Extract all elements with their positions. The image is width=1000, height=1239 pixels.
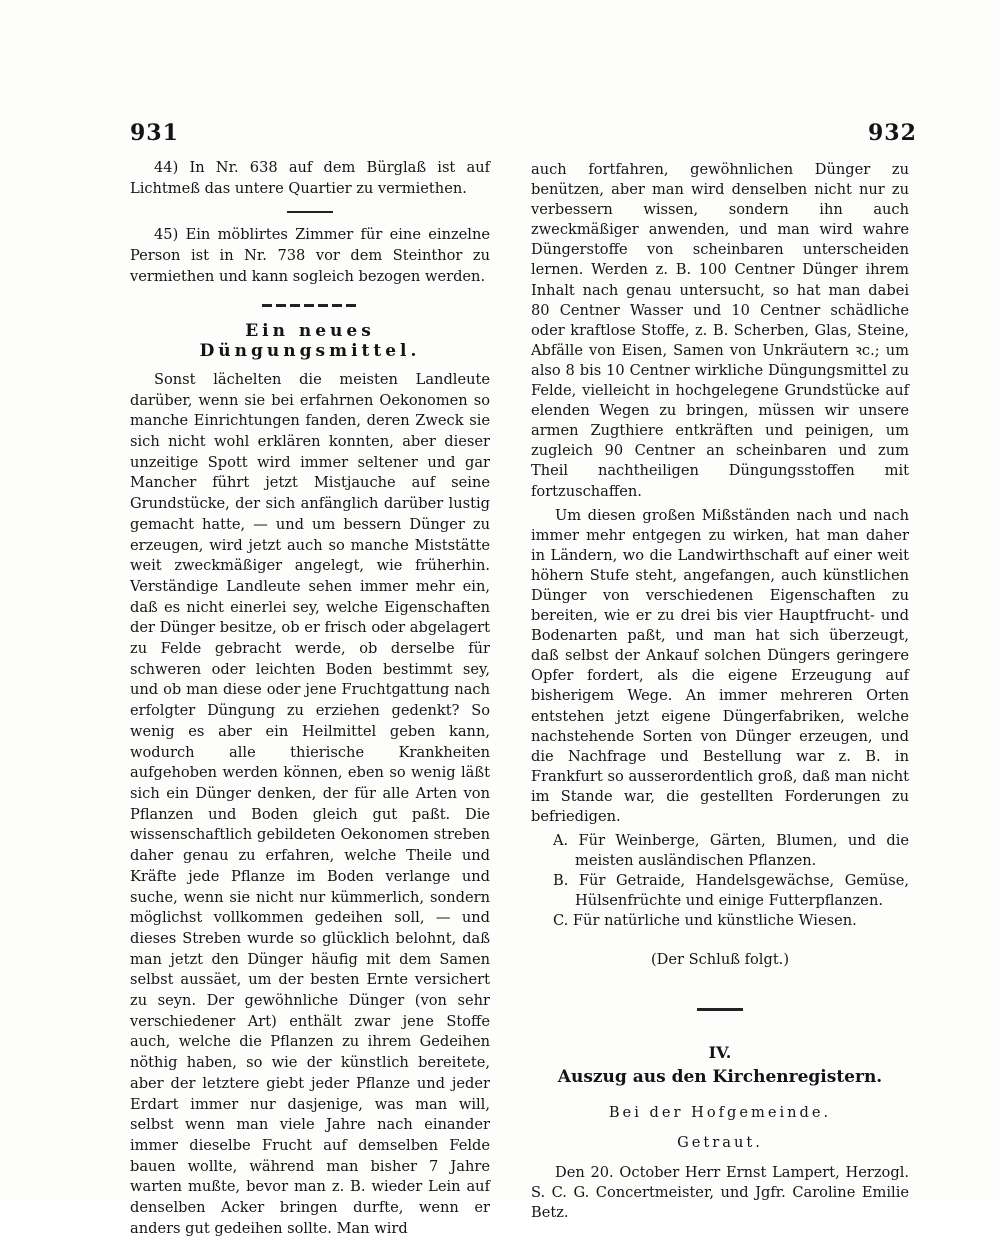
- article-heading: Ein neues Düngungsmittel.: [199, 320, 421, 362]
- right-column: [531, 160, 909, 1223]
- section-number: IV.: [708, 1042, 732, 1062]
- marriage-entry: Den 20. October Herr Ernst Lampert, Herzogl. S. C. G. Concertmeister, und Jgfr. Caroline Emilie Betz.: [531, 1164, 909, 1222]
- list-item-c: C. Für natürliche und künstliche Wiesen.: [553, 912, 857, 930]
- category-heading: Getraut.: [677, 1133, 763, 1151]
- ornamental-rule: [262, 304, 358, 307]
- list-item-b: B. Für Getraide, Handelsgewächse, Gemüse, Hülsenfrüchte und einige Futterpflanzen.: [553, 872, 909, 910]
- section-title: Auszug aus den Kirchenregistern.: [557, 1066, 883, 1087]
- notice-44: 44) In Nr. 638 auf dem Bürglaß ist auf Lichtmeß das untere Quartier zu vermiethen.: [130, 159, 490, 197]
- article-paragraph-2: Um diesen großen Mißständen nach und nach immer mehr entgegen zu wirken, hat man daher in Ländern, wo die Landwirthschaft auf einer weit höhern Stufe steht, angefangen, auch künstlichen Dünger von verschiedenen Eigenschaften zu bereiten, wie er zu drei bis vier Hauptfrucht- und Bodenarten paßt, und man hat sich überzeugt, daß selbst der Ankauf solchen Düngers geringere Opfer fordert, als die eigene Erzeugung auf bisherigem Wege. An immer mehreren Orten entstehen jetzt eigene Düngerfabriken, welche nachstehende Sorten von Dünger erzeugen, und die Nachfrage und Bestellung war z. B. in Frankfurt so ausserordentlich groß, daß man nicht im Stande war, die gestellten Forderungen zu befriedigen.: [531, 506, 909, 825]
- article-continuation: auch fortfahren, gewöhnlichen Dünger zu benützen, aber man wird denselben nicht nur zu verbessern wissen, sondern ihn auch zweckmäßiger anwenden, und man wird wahre Düngerstoffe von scheinbaren unterscheiden lernen. Werden z. B. 100 Centner Dünger ihrem Inhalt nach genau untersucht, so hat man dabei 80 Centner Wasser und 10 Centner schädliche oder kraftlose Stoffe, z. B. Scherben, Glas, Steine, Abfälle von Eisen, Samen von Unkräutern ꝛc.; um also 8 bis 10 Centner wirkliche Düngungsmittel zu Felde, vielleicht in hochgelegene Grundstücke auf elenden Wegen zu bringen, müssen wir unsere armen Zugthiere entkräften und peinigen, um zugleich 90 Centner an scheinbaren und zum Theil nachtheiligen Düngungsstoffen mit fortzuschaffen.: [531, 161, 909, 500]
- page-number-left: 931: [130, 120, 179, 146]
- left-column: [130, 158, 490, 1239]
- fertilizer-list: [531, 831, 909, 931]
- section-separator: [697, 1008, 743, 1011]
- parish-heading: Bei der Hofgemeinde.: [608, 1103, 832, 1121]
- page-number-right: 932: [868, 120, 917, 146]
- article-body: Sonst lächelten die meisten Landleute darüber, wenn sie bei erfahrnen Oekonomen so manche Einrichtungen fanden, deren Zweck sie sich nicht wohl erklären konnten, aber dieser unzeitige Spott wird immer seltener und gar Mancher führt jetzt Mistjauche auf seine Grundstücke, der sich anfänglich darüber lustig gemacht hatte, — und um bessern Dünger zu erzeugen, wird jetzt auch so manche Miststätte weit zweckmäßiger angelegt, wie früherhin. Verständige Landleute sehen immer mehr ein, daß es nicht einerlei sey, welche Eigenschaften der Dünger besitze, ob er frisch oder abgelagert zu Felde gebracht werde, ob derselbe für schweren oder leichten Boden bestimmt sey, und ob man diese oder jene Fruchtgattung nach erfolgter Düngung zu erziehen gedenkt? So wenig es aber ein Heilmittel geben kann, wodurch alle thierische Krankheiten aufgehoben werden können, eben so wenig läßt sich ein Dünger denken, der für alle Arten von Pflanzen und Boden gleich gut paßt. Die wissenschaftlich gebildeten Oekonomen streben daher genau zu erfahren, welche Theile und Kräfte jede Pflanze im Boden verlange und suche, wenn sie nicht nur kümmerlich, sondern möglichst vollkommen gedeihen soll, — und dieses Streben wurde so glücklich belohnt, daß man jetzt den Dünger häufig mit dem Samen selbst aussäet, um der besten Ernte versichert zu seyn. Der gewöhnliche Dünger (von sehr verschiedener Art) enthält zwar jene Stoffe auch, welche die Pflanzen zu ihrem Gedeihen nöthig haben, so wie der künstlich bereitete, aber der letztere giebt jeder Pflanze und jeder Erdart immer nur dasjenige, was man will, selbst wenn man viele Jahre nach einander immer dieselbe Frucht auf demselben Felde bauen wollte, während man bisher 7 Jahre warten mußte, bevor man z. B. wieder Lein auf denselben Acker bringen durfte, wenn er anders gut gedeihen sollte. Man wird: [130, 370, 490, 1237]
- notice-45: 45) Ein möblirtes Zimmer für eine einzelne Person ist in Nr. 738 vor dem Steinthor zu vermiethen und kann sogleich bezogen werden.: [130, 226, 490, 285]
- continued-note: (Der Schluß folgt.): [650, 950, 790, 968]
- separator-rule: [287, 211, 333, 213]
- list-item-a: A. Für Weinberge, Gärten, Blumen, und die meisten ausländischen Pflanzen.: [553, 832, 909, 870]
